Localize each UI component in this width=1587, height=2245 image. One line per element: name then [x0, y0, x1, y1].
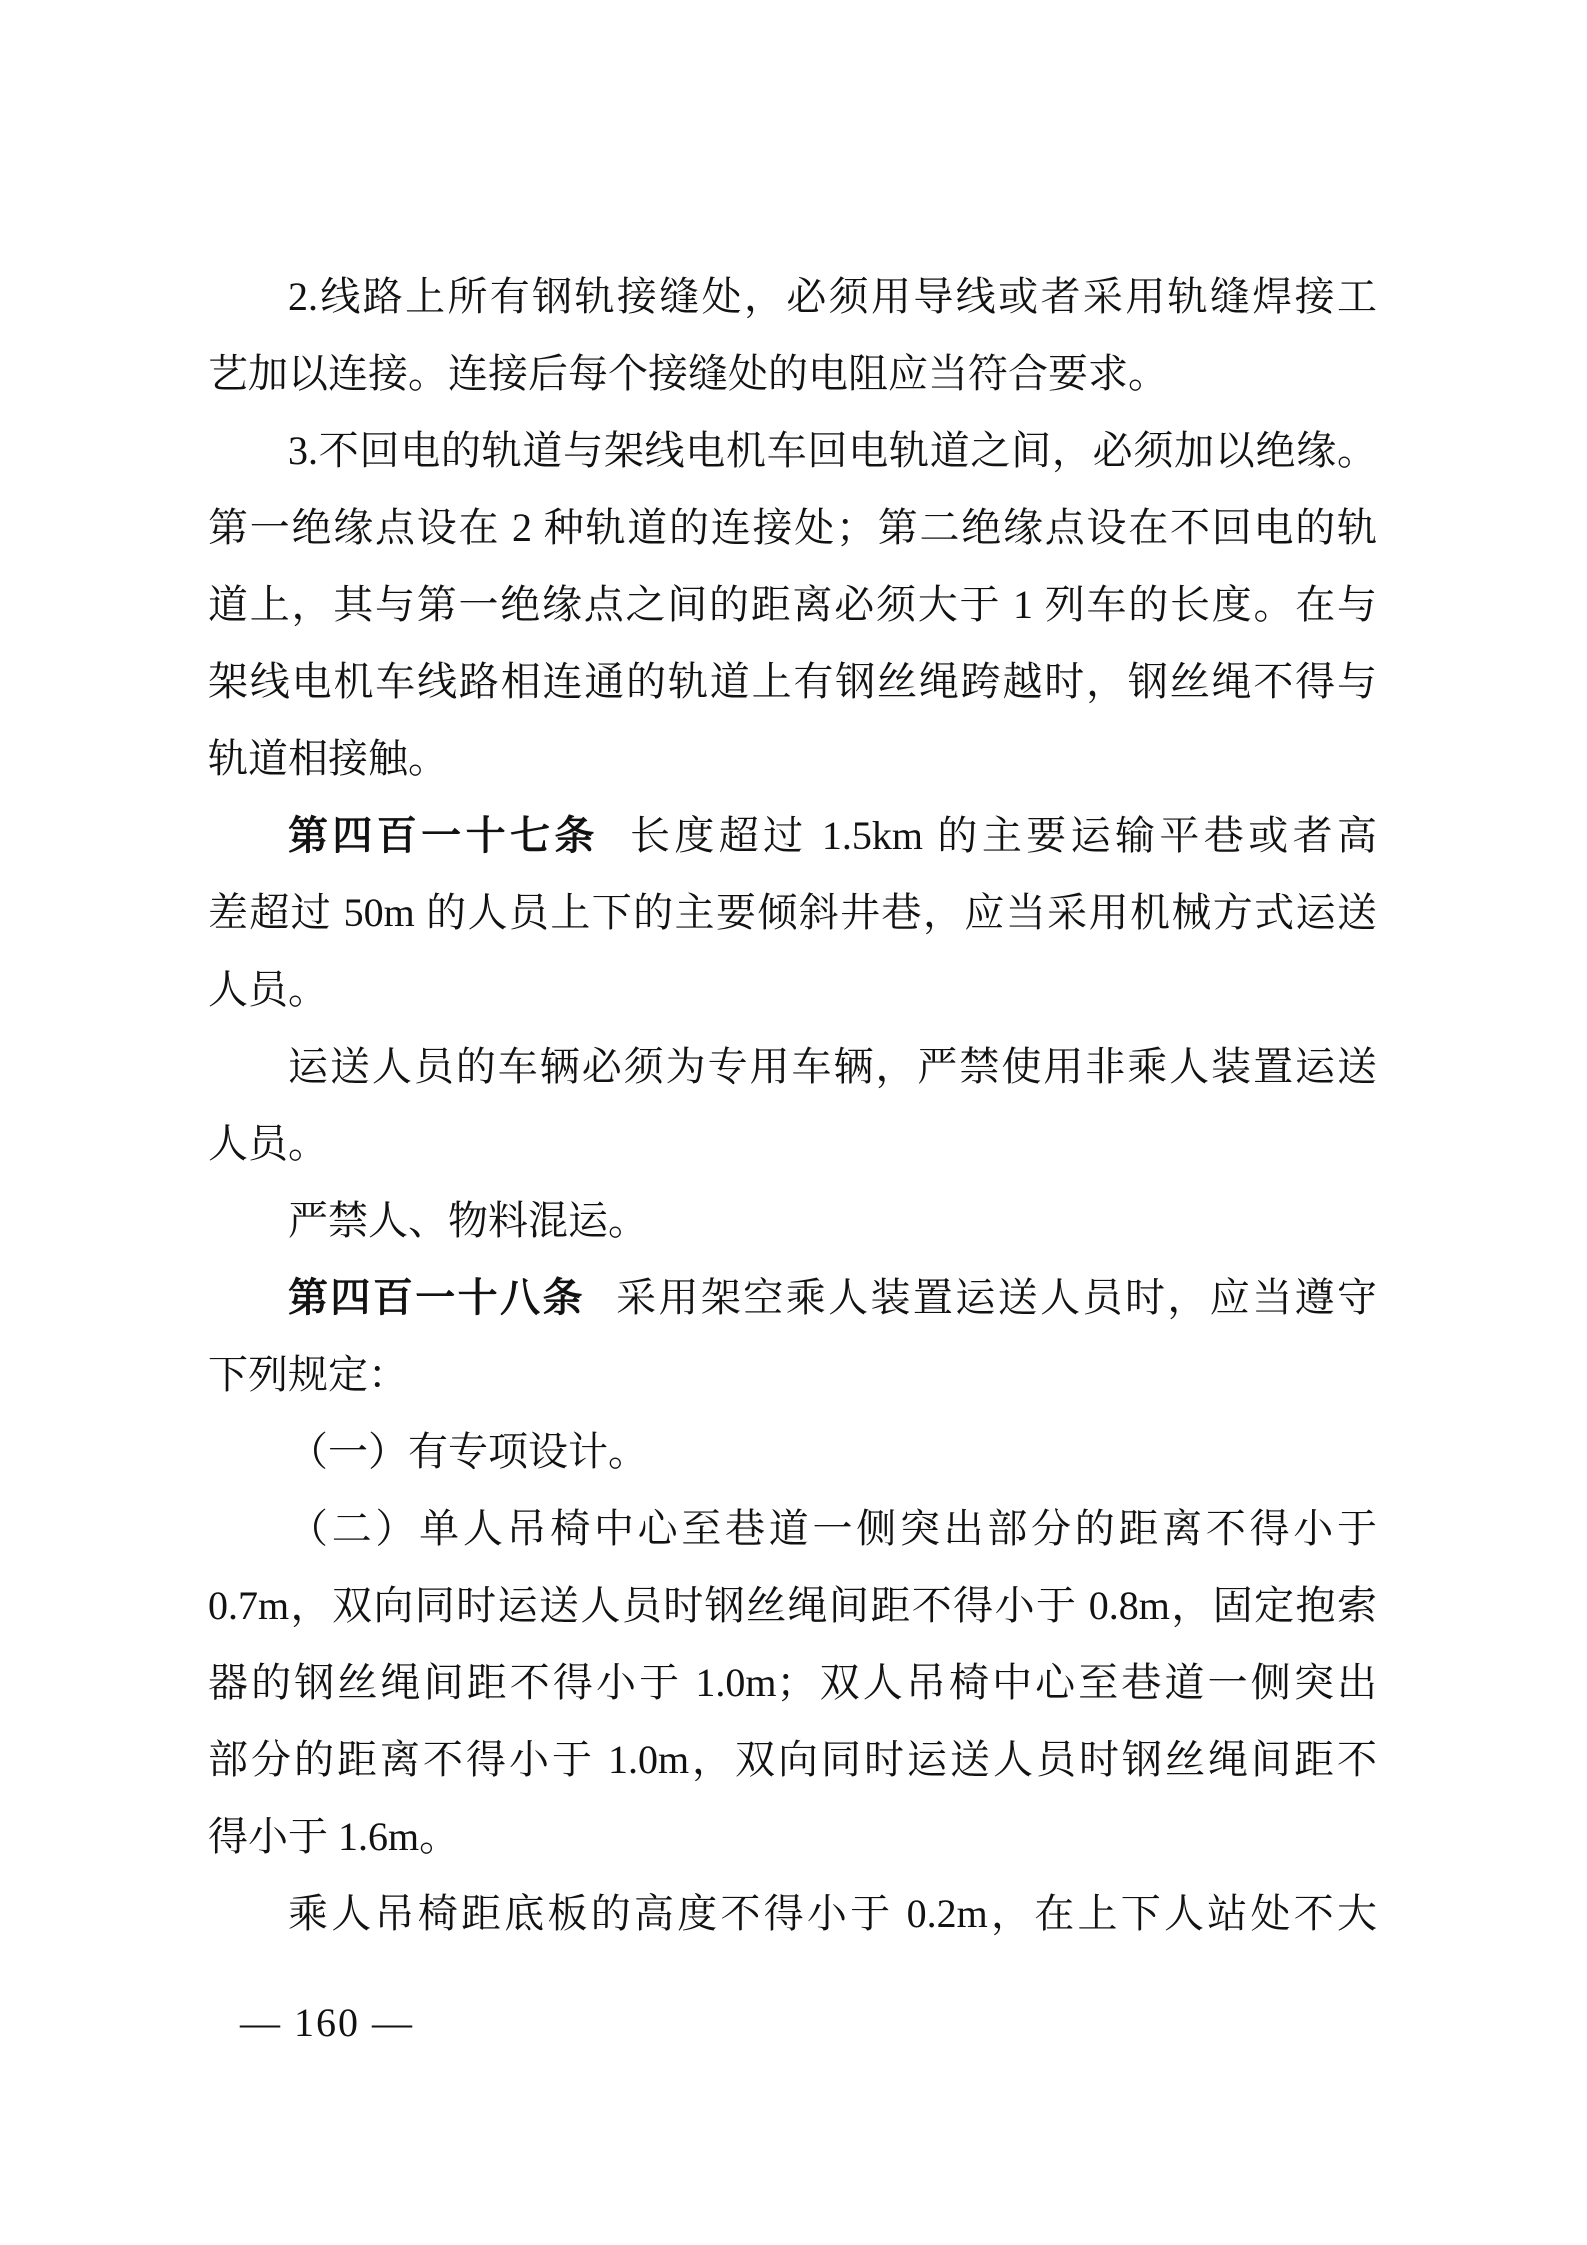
- text-line: 乘人吊椅距底板的高度不得小于 0.2m，在上下人站处不大: [288, 1891, 1377, 1936]
- text-line: 部分的距离不得小于 1.0m，双向同时运送人员时钢丝绳间距不: [208, 1737, 1377, 1782]
- text-line: （一）有专项设计。: [288, 1429, 648, 1474]
- text-line: 人员。: [208, 967, 328, 1012]
- article-number: 第四百一十七条: [288, 814, 599, 858]
- article-number: 第四百一十八条: [288, 1276, 585, 1320]
- text-line: 差超过 50m 的人员上下的主要倾斜井巷，应当采用机械方式运送: [208, 890, 1377, 935]
- text-line: 架线电机车线路相连通的轨道上有钢丝绳跨越时，钢丝绳不得与: [208, 659, 1377, 704]
- text-line: 器的钢丝绳间距不得小于 1.0m；双人吊椅中心至巷道一侧突出: [208, 1660, 1377, 1705]
- article-text: 采用架空乘人装置运送人员时，应当遵守: [616, 1275, 1378, 1320]
- article-text: 长度超过 1.5km 的主要运输平巷或者高: [629, 813, 1377, 858]
- text-line: 2.线路上所有钢轨接缝处，必须用导线或者采用轨缝焊接工: [288, 274, 1377, 319]
- text-line: （二）单人吊椅中心至巷道一侧突出部分的距离不得小于: [288, 1506, 1377, 1551]
- text-line: 艺加以连接。连接后每个接缝处的电阻应当符合要求。: [208, 351, 1168, 396]
- text-line: 3.不回电的轨道与架线电机车回电轨道之间，必须加以绝缘。: [288, 428, 1377, 473]
- page-content: [208, 258, 1377, 1952]
- text-line-article-418: [208, 1259, 1377, 1336]
- text-line: 轨道相接触。: [208, 736, 448, 781]
- text-line: 人员。: [208, 1121, 328, 1166]
- text-line-article-417: [208, 797, 1377, 874]
- text-line: 0.7m，双向同时运送人员时钢丝绳间距不得小于 0.8m，固定抱索: [208, 1583, 1377, 1628]
- text-line: 道上，其与第一绝缘点之间的距离必须大于 1 列车的长度。在与: [208, 582, 1377, 627]
- text-line: 第一绝缘点设在 2 种轨道的连接处；第二绝缘点设在不回电的轨: [208, 505, 1377, 550]
- page-number: — 160 —: [240, 2000, 414, 2045]
- text-line: 严禁人、物料混运。: [288, 1198, 648, 1243]
- text-line: 下列规定：: [208, 1352, 408, 1397]
- text-line: 运送人员的车辆必须为专用车辆，严禁使用非乘人装置运送: [288, 1044, 1377, 1089]
- text-line: 得小于 1.6m。: [208, 1814, 460, 1859]
